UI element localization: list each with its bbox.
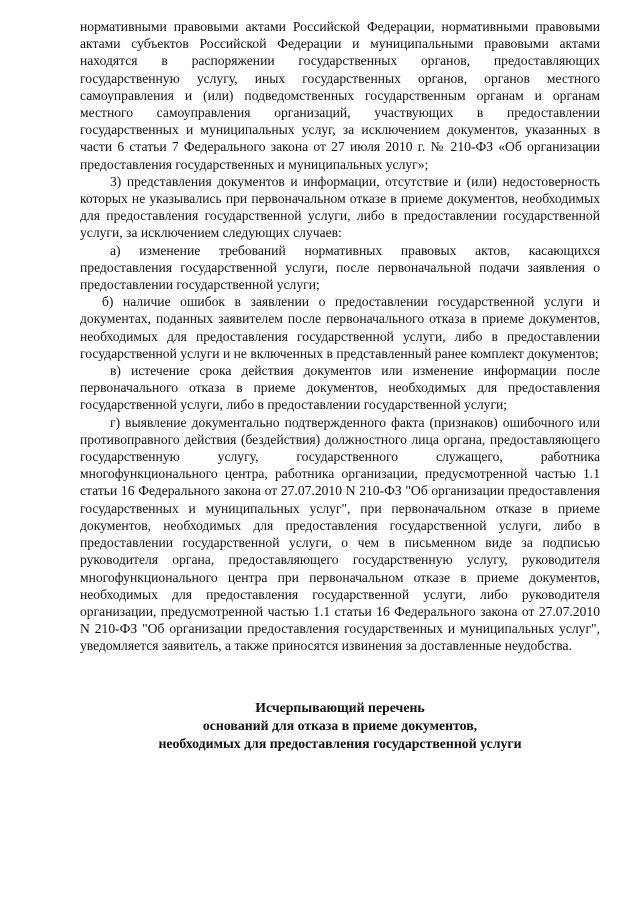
paragraph-item-3: 3) представления документов и информации, отсутствие и (или) недостоверность которых не указывались при первоначальном отказе в приеме документов, необходимых для предоставления государственной услуги, либо в предоставлении государственной услуги, за исключением следующих случаев:: [80, 173, 600, 241]
heading-line-1: Исчерпывающий перечень: [255, 699, 425, 715]
paragraph-item-a: а) изменение требований нормативных правовых актов, касающихся предоставления государственной услуги, после первоначальной подачи заявления о предоставлении государственной услуги;: [80, 242, 600, 293]
paragraph-item-b: б) наличие ошибок в заявлении о предоставлении государственной услуги и документах, поданных заявителем после первоначального отказа в приеме документов, необходимых для предоставления государственной услуги, либо в предоставлении государственной услуги и не включенных в представленный ранее комплект документов;: [80, 294, 600, 361]
paragraph-item-v: в) истечение срока действия документов или изменение информации после первоначального отказа в приеме документов, необходимых для предоставления государственной услуги, либо в предоставлении государственной услуги;: [80, 363, 600, 413]
paragraph-item-g: г) выявление документально подтвержденного факта (признаков) ошибочного или противоправного действия (бездействия) должностного лица органа, предоставляющего государственную услугу, государственного служащего, работника многофункционального центра, работника организации, предусмотренной частью 1.1 статьи 16 Федерального закона от 27.07.2010 N 210-ФЗ "Об организации предоставления государственных и муниципальных услуг", при первоначальном отказе в приеме документов, необходимых для предоставления государственной услуги, либо в предоставлении государственной услуги, о чем в письменном виде за подписью руководителя органа, предоставляющего государственную услугу, руководителя многофункционального центра при первоначальном отказе в приеме документов, необходимых для предоставления государственной услуги, либо руководителя организации, предусмотренной частью 1.1 статьи 16 Федерального закона от 27.07.2010 N 210-ФЗ "Об организации предоставления государственных и муниципальных услуг", уведомляется заявитель, а также приносятся извинения за доставленные неудобства.: [80, 414, 600, 654]
heading-line-3: необходимых для предоставления государственной услуги: [158, 735, 522, 751]
document-page: [80, 18, 600, 753]
heading-line-2: оснований для отказа в приеме документов,: [202, 717, 478, 733]
section-heading: [80, 699, 600, 753]
paragraph-continuation: нормативными правовыми актами Российской Федерации, нормативными правовыми актами субъектов Российской Федерации и муниципальными правовыми актами находятся в распоряжении государственных органов, предоставляющих государственную услугу, иных государственных органов, органов местного самоуправления и (или) подведомственных государственным органам и органам местного самоуправления организаций, участвующих в предоставлении государственных и муниципальных услуг, за исключением документов, указанных в части 6 статьи 7 Федерального закона от 27 июля 2010 г. № 210-ФЗ «Об организации предоставления государственных и муниципальных услуг»;: [80, 19, 600, 172]
